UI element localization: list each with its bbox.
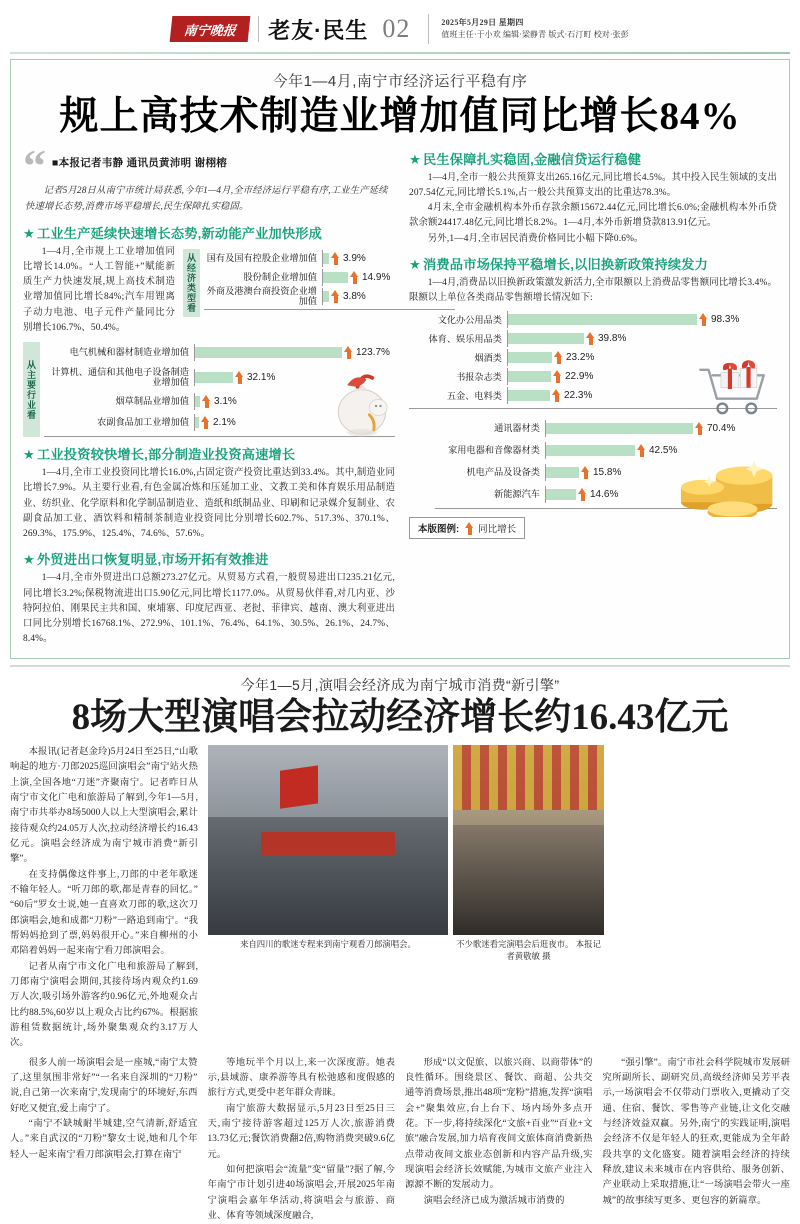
article-1-left-column: [23, 147, 395, 648]
chart-bar-row: 家用电器和音像器材类 42.5%: [435, 439, 777, 461]
star-icon: ★: [23, 552, 35, 567]
up-arrow-icon: [552, 389, 561, 402]
chart-bar-row: 烟草制品业增加值 3.1%: [44, 391, 395, 412]
consumer-paragraph: 1—4月,消费品以旧换新政策激发新活力,全市限额以上消费品零售额同比增长3.4%。限额以上单位各类商品零售额增长情况如下:: [409, 276, 777, 306]
article-2-column-4: [603, 1056, 791, 1224]
paragraph: 等地玩半个月以上,来一次深度游。她表示,县域游、康养游等具有松弛感和度假感的旅行方式,更受中老年群众青睐。: [208, 1056, 396, 1102]
masthead-rule: [10, 52, 790, 54]
masthead: [0, 0, 800, 52]
livelihood-paragraph-3: 另外,1—4月,全市居民消费价格同比小幅下降0.6%。: [409, 232, 777, 247]
bar-fill: [322, 272, 348, 283]
chart-legend: [409, 517, 525, 539]
chart-bar-row: 股份制企业增加值 14.9%: [204, 268, 455, 287]
photo-caption-left: 来自四川的歌迷专程来到南宁观看刀郎演唱会。: [208, 938, 448, 962]
up-arrow-icon: [350, 271, 359, 284]
up-arrow-icon: [699, 313, 708, 326]
bar-fill: [507, 333, 584, 344]
photo-group: [208, 745, 604, 1052]
bar-fill: [194, 347, 342, 358]
masthead-divider: [258, 16, 259, 42]
chart-retail-2: [409, 417, 777, 509]
chart-bar-row: 农副食品加工业增加值 2.1%: [44, 412, 395, 433]
chart-2-side-label: 从主要行业看: [23, 342, 40, 437]
photo-concert-fans: [208, 745, 448, 935]
industry-paragraph: 1—4月,全市规上工业增加值同比增长14.0%。“人工智能+”赋能新质生产力快速发展,规上高技术制造业增加值同比增长84%;汽车用锂离子动力电池、电子元件产量同比分别增长106.7%、50.4%。: [23, 245, 175, 336]
editorial-credits: 值班主任·于小欢 编辑·梁静青 版式·石汀町 校对·张彭: [441, 29, 628, 41]
chart-bar-row: 新能源汽车 14.6%: [435, 483, 777, 505]
section-title: 老友·民生: [268, 14, 368, 45]
article-1-right-column: [409, 147, 777, 648]
legend-value: 同比增长: [478, 521, 516, 535]
up-arrow-icon: [554, 351, 563, 364]
star-icon: ★: [409, 152, 421, 167]
gold-coins-icon: [671, 431, 779, 517]
bar-fill: [322, 291, 329, 302]
page-number: 02: [382, 14, 410, 44]
up-arrow-icon: [201, 416, 210, 429]
photo-night-market: [453, 745, 604, 935]
bar-fill: [322, 253, 329, 264]
article-1-headline: 规上高技术制造业增加值同比增长84%: [23, 95, 777, 139]
paragraph: 南宁旅游大数据显示,5月23日至25日三天,南宁接待游客超过125万人次,旅游消费13.73亿元;餐饮消费翻2倍,购物消费突破9.6亿元。: [208, 1102, 396, 1163]
bar-fill: [507, 390, 550, 401]
up-arrow-icon: [331, 252, 340, 265]
chart-bar-row: 体育、娱乐用品类 39.8%: [409, 329, 777, 348]
up-arrow-icon: [235, 371, 244, 384]
paragraph: 演唱会经济已成为激活城市消费的: [405, 1194, 593, 1209]
chart-2-bars: [44, 342, 395, 437]
byline-row: [23, 147, 395, 182]
section-heading-trade: ★ 外贸进出口恢复明显,市场开拓有效推进: [23, 549, 395, 568]
article-2-shoulder: 今年1—5月,演唱会经济成为南宁城市消费“新引擎”: [10, 675, 790, 695]
bar-fill: [545, 467, 579, 478]
chart-bar-row: 书报杂志类 22.9%: [409, 367, 777, 386]
paragraph: 本报讯(记者赵金玲)5月24日至25日,“山歌响起的地方·刀郎2025巡回演唱会”南宁站火热上演,全国各地“刀迷”齐聚南宁。记者昨日从南宁市文化广电和旅游局了解到,今年1—5月,南宁市共举办8场5000人以上大型演唱会,累计接待观众约24.05万人次,拉动经济增长约16.43亿元。演唱会经济成为南宁城市消费“新引擎”。: [10, 745, 198, 868]
chart-1-side-label: 从经济类型看: [183, 249, 200, 317]
photo-caption-right: 不少歌迷看完演唱会后逛夜市。 本报记者黄敬敏 摄: [453, 938, 604, 962]
up-arrow-icon: [586, 332, 595, 345]
chart-bar-row: 通讯器材类 70.4%: [435, 417, 777, 439]
star-icon: ★: [23, 447, 35, 462]
up-arrow-icon: [202, 395, 211, 408]
chart-bar-row: 国有及国有控股企业增加值 3.9%: [204, 249, 455, 268]
bar-fill: [545, 445, 635, 456]
article-2-headline: 8场大型演唱会拉动经济增长约16.43亿元: [10, 697, 790, 740]
chart-bar-row: 外商及港澳台商投资企业增加值 3.8%: [204, 287, 455, 306]
paragraph: 形成“以文促旅、以旅兴商、以商带体”的良性循环。围绕景区、餐饮、商超、公共交通等消费场景,推出48项“宠粉”措施,发挥“演唱会+”聚集效应,台上台下、场内场外多点开花。下一步,将持续深化“文旅+百业”“百业+文旅”融合发展,加力培育夜间文旅体商消费新热点带动夜间文旅业态创新和内容产品升级,实现演唱会经济长效赋能,为城市文旅产业注入源源不断的发展动力。: [405, 1056, 593, 1194]
up-arrow-icon: [553, 370, 562, 383]
newspaper-logo: 南宁晚报: [170, 16, 251, 42]
chart-2-axis: [44, 436, 395, 437]
trade-paragraph: 1—4月,全市外贸进出口总额273.27亿元。从贸易方式看,一般贸易进出口235.21亿元,同比增长3.2%;保税物流进出口5.90亿元,同比增长1177.0%。从贸易伙伴看,对几内亚、沙特阿拉伯、刚果民主共和国、柬埔寨、印度尼西亚、老挝、菲律宾、越南、澳大利亚进出口同比分别增长16768.1%、272.9%、101.1%、76.4%、64.1%、30.5%、26.1%、24.7%、8.4%。: [23, 571, 395, 647]
paragraph: “南宁不缺城耐半城建,空气清新,舒适宜人。”来自武汉的“刀粉”黎女士说,她和几个年轻人一起来南宁看刀郎演唱会,打算在南宁: [10, 1117, 198, 1163]
up-arrow-icon: [581, 466, 590, 479]
star-icon: ★: [409, 257, 421, 272]
paragraph: “强引擎”。南宁市社会科学院城市发展研究所副所长、副研究员,高级经济师吴芳平表示,一场演唱会不仅带动门票收入,更撬动了交通、住宿、餐饮、零售等产业链,让文化交融与经济效益双赢。另外,南宁的实践证明,演唱会经济不仅是年轻人的狂欢,更能成为全年龄段共享的文化盛宴。随着演唱会经济的持续释放,建议未来城市在内容供给、服务创新、产业联动上采取措施,让“一场演唱会带火一座城”的故事续写更多、更包容的新篇章。: [603, 1056, 791, 1209]
section-heading-livelihood: ★ 民生保障扎实稳固,金融信贷运行稳健: [409, 149, 777, 168]
bar-fill: [194, 372, 233, 383]
bar-fill: [507, 314, 697, 325]
chart-bar-row: 计算机、通信和其他电子设备制造业增加值 32.1%: [44, 363, 395, 391]
section-heading-investment: ★ 工业投资较快增长,部分制造业投资高速增长: [23, 444, 395, 463]
masthead-divider-2: [428, 14, 429, 44]
article-2-column-1: [10, 745, 198, 1052]
chart-bar-row: 烟酒类 23.2%: [409, 348, 777, 367]
investment-paragraph: 1—4月,全市工业投资同比增长16.0%,占固定资产投资比重达到33.4%。其中,制造业同比增长7.9%。从主要行业看,有色金属冶炼和压延加工业、文教工美和体育娱乐用品制造业、纺织业、化学原料和化学制品制造业、造纸和纸制品业、印刷和记录媒介复制业、农副食品加工业、酒饮料和精制茶制造业投资同比分别增长602.7%、517.3%、370.1%、269.3%、175.9%、125.4%、74.6%、57.6%。: [23, 466, 395, 542]
shopping-cart-icon: [689, 356, 775, 418]
chart-bar-row: 五金、电料类 22.3%: [409, 386, 777, 405]
quote-mark-icon: “: [23, 149, 46, 182]
star-icon: ★: [23, 226, 35, 241]
paragraph: 在支持偶像这件事上,刀郎的中老年歌迷不输年轻人。“听刀郎的歌,都是青春的回忆。”“60后”罗女士说,她一直喜欢刀郎的歌,这次刀郎演唱会,她和成都“刀粉”一路追到南宁。“我帮妈妈抢到了票,妈妈很开心。”来自柳州的小邓陪着妈妈一起来南宁看刀郎演唱会。: [10, 868, 198, 960]
livelihood-paragraph-2: 4月末,全市金融机构本外币存款余额15672.44亿元,同比增长6.0%;金融机构本外币贷款余额24417.48亿元,同比增长8.2%。1—4月,本外币新增贷款813.91亿元。: [409, 201, 777, 231]
chart-bar-row: 电气机械和器材制造业增加值 123.7%: [44, 342, 395, 363]
bar-fill: [507, 352, 552, 363]
photo-credit: 本报记者黄敬敏 摄: [506, 939, 600, 961]
section-heading-consumer: ★ 消费品市场保持平稳增长,以旧换新政策持续发力: [409, 254, 777, 273]
up-arrow-icon: [344, 346, 353, 359]
bar-fill: [545, 489, 576, 500]
up-arrow-icon: [331, 290, 340, 303]
chart-bar-row: 文化办公用品类 98.3%: [409, 310, 777, 329]
section-heading-industry: ★ 工业生产延续快速增长态势,新动能产业加快形成: [23, 223, 395, 242]
paragraph: 记者从南宁市文化广电和旅游局了解到,刀郎南宁演唱会期间,其接待场内观众约1.69万人次,吸引场外游客约0.96亿元,外地观众占比约88.5%,60岁以上观众占比约67%。根据旅游租赁数据统计,场外聚集观众约3.17万人次。: [10, 960, 198, 1052]
article-2-column-2: [208, 1056, 396, 1224]
publication-date: 2025年5月29日 星期四: [441, 17, 628, 29]
up-arrow-icon: [465, 522, 474, 535]
bar-fill: [507, 371, 551, 382]
masthead-meta: [441, 17, 628, 41]
article-1: [10, 59, 790, 659]
chart-major-industries: [23, 342, 395, 437]
legend-label: 本版图例:: [418, 521, 459, 535]
chart-retail-1: [409, 310, 777, 409]
chart-bar-row: 机电产品及设备类 15.8%: [435, 461, 777, 483]
article-1-lead: 记者5月28日从南宁市统计局获悉,今年1—4月,全市经济运行平稳有序,工业生产延续快速增长态势,消费市场平稳增长,民生保障扎实稳固。: [25, 184, 395, 216]
article-2-column-1-cont: [10, 1056, 198, 1224]
paragraph: 很多人前一场演唱会是一座城,“南宁太赞了,这里氛围非常好”“一名来自深圳的“刀粉”说,自己第一次来南宁,发现南宁的环境好,东西好吃又便宜,爱上南宁了。: [10, 1056, 198, 1117]
paragraph: 如何把演唱会“流量”变“留量”?据了解,今年南宁市计划引进40场演唱会,开展2025年南宁演唱会嘉年华活动,将演唱会与旅游、商业、体育等领域深度融合,: [208, 1163, 396, 1224]
article-2-column-3: [405, 1056, 593, 1224]
article-1-shoulder: 今年1—4月,南宁市经济运行平稳有序: [23, 70, 777, 91]
livelihood-paragraph-1: 1—4月,全市一般公共预算支出265.16亿元,同比增长4.5%。其中投入民生领域的支出207.54亿元,同比增长5.1%,占一般公共预算支出的比重达78.3%。: [409, 171, 777, 201]
article-1-byline: ■本报记者韦静 通讯员黄沛明 谢栩榕: [52, 147, 227, 170]
up-arrow-icon: [578, 488, 587, 501]
article-2: [10, 665, 790, 1224]
up-arrow-icon: [637, 444, 646, 457]
